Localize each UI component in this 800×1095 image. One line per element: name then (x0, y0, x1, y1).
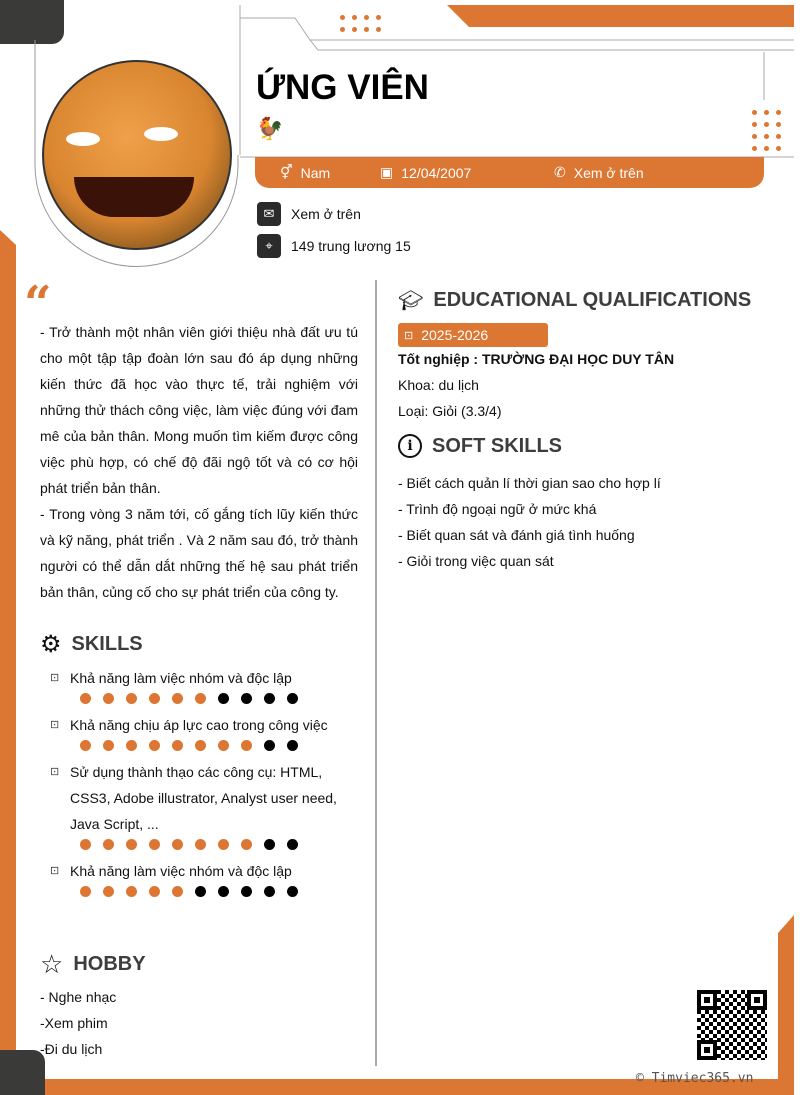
rating-dot (218, 740, 229, 751)
bullet-icon: ⊡ (50, 766, 60, 778)
rating-dot (264, 886, 275, 897)
soft-skill-item: - Trình độ ngoại ngữ ở mức khá (398, 501, 597, 517)
rating-dot (80, 886, 91, 897)
rating-dot (126, 886, 137, 897)
address-row (257, 230, 411, 262)
skill-rating (50, 740, 360, 751)
skill-name: Khả năng chịu áp lực cao trong công việc (70, 717, 328, 733)
objective-paragraph: - Trong vòng 3 năm tới, cố gắng tích lũy kiến thức và kỹ năng, phát triển . Và 2 năm sau đó, trở thành người có thể dẫn dắt những thế hệ sau phát triển bản thân, củng cố cho sự phát triển của công ty. (40, 506, 358, 600)
rating-dot (80, 740, 91, 751)
calendar-icon: ▣ (380, 164, 394, 180)
hobby-title: HOBBY (73, 953, 146, 975)
rating-dot (287, 740, 298, 751)
skill-item (50, 665, 360, 704)
skills-title: SKILLS (71, 633, 143, 655)
rooster-icon: 🐓 (256, 116, 284, 141)
rating-dot (126, 740, 137, 751)
hobby-item: -Xem phim (40, 1015, 108, 1031)
email-row (257, 198, 411, 230)
objective-paragraph: - Trở thành một nhân viên giới thiệu nhà đất ưu tú cho một tập tập đoàn lớn sau đó áp dụng những kiến thức đã học vào thực tế, trải nghiệm với những thử thách công việc, làm việc đúng với đam mê của bản thân. Mong muốn tìm kiếm được công việc phù hợp, có chế độ đãi ngộ tốt và có cơ hội phát triển bản thân. (40, 324, 358, 496)
rating-dot (195, 740, 206, 751)
rating-dot (287, 886, 298, 897)
rating-dot (287, 693, 298, 704)
qr-code (697, 990, 767, 1060)
info-bar (255, 157, 764, 188)
education-school: Tốt nghiệp : TRƯỜNG ĐẠI HỌC DUY TÂN (398, 351, 675, 367)
hobby-item: - Nghe nhạc (40, 989, 117, 1005)
quote-icon: “ (24, 276, 52, 332)
rating-dot (103, 839, 114, 850)
gender-icon: ⚥ (280, 164, 293, 180)
skill-rating (50, 693, 360, 704)
copyright: © Timviec365.vn (636, 1071, 754, 1086)
gear-icon: ⚙ (40, 631, 62, 658)
education-faculty: Khoa: du lịch (398, 377, 479, 393)
rating-dot (80, 693, 91, 704)
rating-dot (241, 886, 252, 897)
education-grade: Loại: Giỏi (3.3/4) (398, 403, 502, 419)
rating-dot (172, 886, 183, 897)
rating-dot (195, 839, 206, 850)
rating-dot (218, 886, 229, 897)
soft-skill-item: - Biết quan sát và đánh giá tình huống (398, 527, 635, 543)
phone (554, 164, 644, 181)
rating-dot (241, 693, 252, 704)
objective (40, 319, 358, 605)
rating-dot (218, 839, 229, 850)
gender-value: Nam (300, 164, 331, 181)
rating-dot (195, 886, 206, 897)
dots-decoration (340, 15, 381, 32)
soft-skills-heading (398, 434, 562, 458)
bullet-icon: ⊡ (50, 719, 60, 731)
rating-dot (103, 886, 114, 897)
skill-item (50, 759, 360, 850)
hobby-item: -Đi du lịch (40, 1041, 103, 1057)
bullet-icon: ⊡ (404, 329, 414, 342)
rating-dot (149, 839, 160, 850)
rating-dot (126, 839, 137, 850)
address-value: 149 trung lương 15 (291, 238, 411, 254)
rating-dot (103, 740, 114, 751)
gender (280, 164, 330, 181)
soft-skill-item: - Biết cách quản lí thời gian sao cho hợp lí (398, 475, 661, 491)
phone-value: Xem ở trên (573, 164, 644, 181)
education-heading (398, 288, 751, 313)
corner-block-bottom (0, 1050, 45, 1095)
rating-dot (264, 693, 275, 704)
dots-decoration (752, 110, 781, 151)
hobby-list (40, 984, 116, 1062)
rating-dot (241, 740, 252, 751)
phone-icon: ✆ (554, 164, 566, 180)
education-period (398, 323, 548, 347)
rating-dot (172, 740, 183, 751)
candidate-name: ỨNG VIÊN (256, 68, 429, 107)
email-value: Xem ở trên (291, 206, 361, 222)
skill-item (50, 858, 360, 897)
rating-dot (264, 839, 275, 850)
skills-heading (40, 630, 143, 659)
skill-item (50, 712, 360, 751)
mail-icon: ✉ (257, 202, 281, 226)
bullet-icon: ⊡ (50, 865, 60, 877)
rating-dot (264, 740, 275, 751)
skill-rating (50, 886, 360, 897)
education-title: EDUCATIONAL QUALIFICATIONS (433, 289, 752, 311)
skill-name: Khả năng làm việc nhóm và độc lập (70, 670, 292, 686)
avatar (42, 60, 232, 250)
hobby-heading (40, 949, 146, 980)
star-icon: ☆ (40, 949, 64, 979)
soft-skills-list (398, 470, 661, 574)
rating-dot (126, 693, 137, 704)
skill-name: Sử dụng thành thạo các công cụ: HTML, CSS3, Adobe illustrator, Analyst user need, Java Script, ... (70, 764, 337, 832)
soft-skills-title: SOFT SKILLS (432, 434, 562, 457)
skill-name: Khả năng làm việc nhóm và độc lập (70, 863, 292, 879)
rating-dot (195, 693, 206, 704)
rating-dot (103, 693, 114, 704)
right-accent-strip (778, 915, 794, 1095)
info-icon: i (398, 434, 422, 458)
location-icon: ⌖ (257, 234, 281, 258)
skill-rating (50, 839, 360, 850)
rating-dot (149, 886, 160, 897)
birthdate-value: 12/04/2007 (401, 164, 472, 181)
bullet-icon: ⊡ (50, 672, 60, 684)
rating-dot (241, 839, 252, 850)
rating-dot (218, 693, 229, 704)
birthdate (380, 164, 471, 181)
rating-dot (172, 839, 183, 850)
rating-dot (149, 693, 160, 704)
rating-dot (80, 839, 91, 850)
rating-dot (149, 740, 160, 751)
column-divider (375, 280, 377, 1066)
period-value: 2025-2026 (421, 327, 489, 343)
rating-dot (172, 693, 183, 704)
rating-dot (287, 839, 298, 850)
soft-skill-item: - Giỏi trong việc quan sát (398, 553, 554, 569)
left-accent-strip (0, 230, 16, 1095)
skills-list (50, 665, 360, 905)
graduation-cap-icon: 🎓︎ (398, 290, 424, 312)
